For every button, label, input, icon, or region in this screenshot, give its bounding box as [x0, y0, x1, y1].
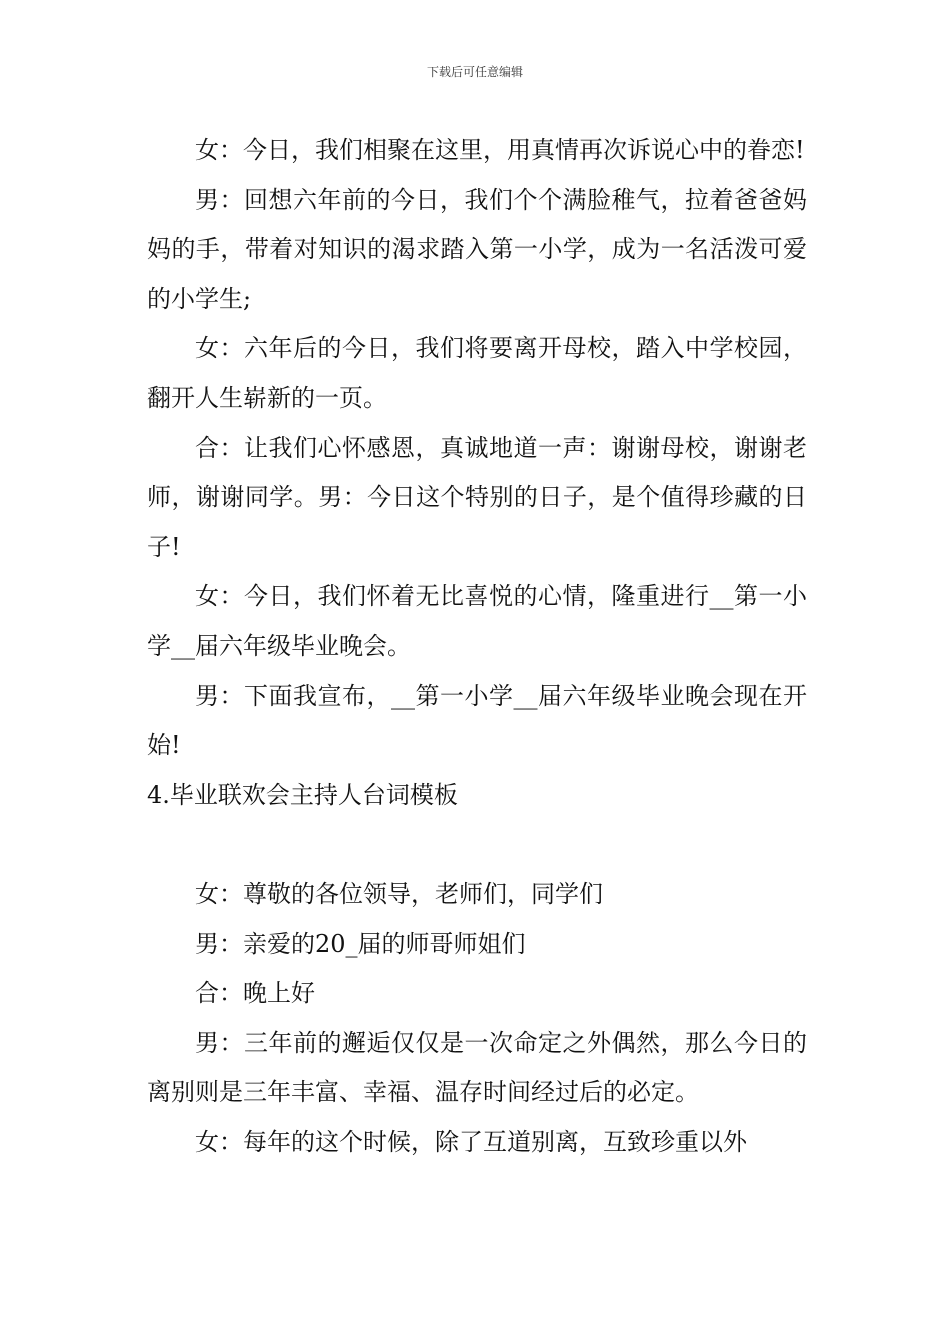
- document-body: [147, 126, 807, 1167]
- page-header: 下载后可任意编辑: [426, 65, 523, 79]
- paragraph-10: 男：三年前的邂逅仅仅是一次命定之外偶然，那么今日的离别则是三年丰富、幸福、温存时间经过后的必定。: [147, 1028, 807, 1107]
- paragraph-6: 男：下面我宣布，__第一小学__届六年级毕业晚会现在开始!: [147, 681, 807, 760]
- paragraph-7: 女：尊敬的各位领导，老师们，同学们: [195, 879, 603, 908]
- paragraph-1: 女：今日，我们相聚在这里，用真情再次诉说心中的眷恋!: [195, 136, 805, 164]
- paragraph-8: 男：亲爱的20_届的师哥师姐们: [195, 929, 526, 958]
- section-heading: 4.毕业联欢会主持人台词模板: [147, 780, 458, 809]
- paragraph-5: 女：今日，我们怀着无比喜悦的心情，隆重进行__第一小学__届六年级毕业晚会。: [147, 582, 807, 660]
- paragraph-9: 合：晚上好: [195, 979, 315, 1008]
- paragraph-3: 女：六年后的今日，我们将要离开母校，踏入中学校园，翻开人生崭新的一页。: [147, 334, 807, 412]
- paragraph-11: 女：每年的这个时候，除了互道别离，互致珍重以外: [195, 1127, 747, 1156]
- paragraph-4: 合：让我们心怀感恩，真诚地道一声：谢谢母校，谢谢老师，谢谢同学。男：今日这个特别的日子，是个值得珍藏的日子!: [147, 433, 807, 561]
- blank-line: [147, 820, 807, 870]
- paragraph-2: 男：回想六年前的今日，我们个个满脸稚气，拉着爸爸妈妈的手，带着对知识的渴求踏入第一小学，成为一名活泼可爱的小学生;: [147, 185, 807, 313]
